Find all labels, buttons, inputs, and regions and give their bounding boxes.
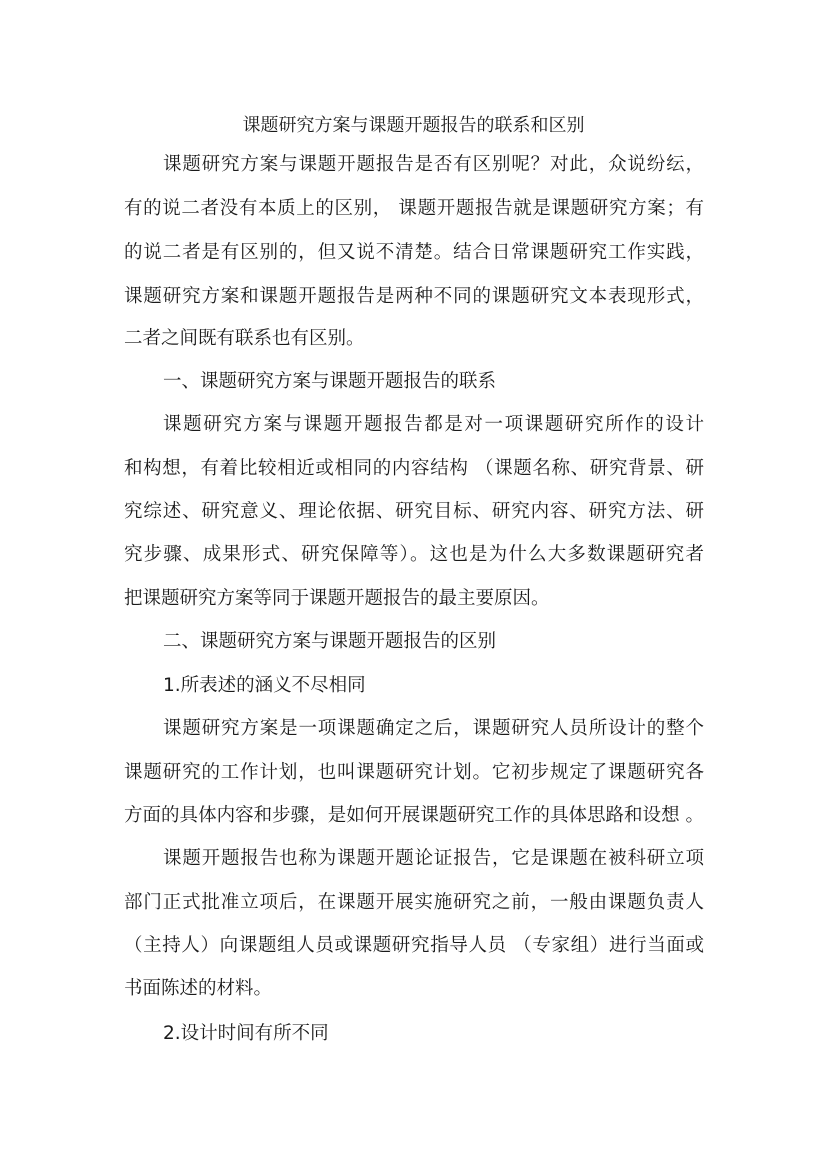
paragraph-line: 课题研究方案与课题开题报告都是对一项课题研究所作的设计 [163, 414, 704, 435]
paragraph-line: 书面陈述的材料。 [124, 978, 273, 999]
paragraph-line: 课题研究方案是一项课题确定之后，课题研究人员所设计的整个 [163, 718, 704, 739]
paragraph-line: 和构想，有着比较相近或相同的内容结构 （课题名称、研究背景、研 [124, 458, 704, 479]
paragraph-line: 课题研究方案和课题开题报告是两种不同的课题研究文本表现形式， [124, 286, 704, 307]
subsection-heading: 2.设计时间有所不同 [163, 1023, 329, 1044]
paragraph-line: 究步骤、成果形式、研究保障等）。这也是为什么大多数课题研究者 [124, 544, 704, 565]
paragraph-line: 把课题研究方案等同于课题开题报告的最主要原因。 [124, 588, 550, 609]
paragraph-line: 二者之间既有联系也有区别。 [124, 328, 365, 349]
paragraph-line: 课题研究的工作计划，也叫课题研究计划。它初步规定了课题研究各 [124, 762, 704, 783]
document-title: 课题研究方案与课题开题报告的联系和区别 [242, 115, 585, 136]
paragraph-line: （主持人）向课题组人员或课题研究指导人员 （专家组）进行当面或 [124, 935, 704, 956]
section-heading: 一、课题研究方案与课题开题报告的联系 [163, 371, 497, 392]
subsection-heading: 1.所表述的涵义不尽相同 [163, 675, 366, 696]
paragraph-line: 的说二者是有区别的，但又说不清楚。结合日常课题研究工作实践， [124, 242, 704, 263]
paragraph-line: 部门正式批准立项后，在课题开展实施研究之前，一般由课题负责人 [124, 892, 704, 913]
paragraph-line: 课题研究方案与课题开题报告是否有区别呢？对此，众说纷纭， [163, 154, 704, 175]
paragraph-line: 课题开题报告也称为课题开题论证报告，它是课题在被科研立项 [163, 848, 704, 869]
section-heading: 二、课题研究方案与课题开题报告的区别 [163, 631, 497, 652]
paragraph-line: 究综述、研究意义、理论依据、研究目标、研究内容、研究方法、研 [124, 501, 704, 522]
paragraph-line: 有的说二者没有本质上的区别， 课题开题报告就是课题研究方案；有 [124, 198, 704, 219]
paragraph-line: 方面的具体内容和步骤，是如何开展课题研究工作的具体思路和设想 。 [124, 805, 704, 826]
